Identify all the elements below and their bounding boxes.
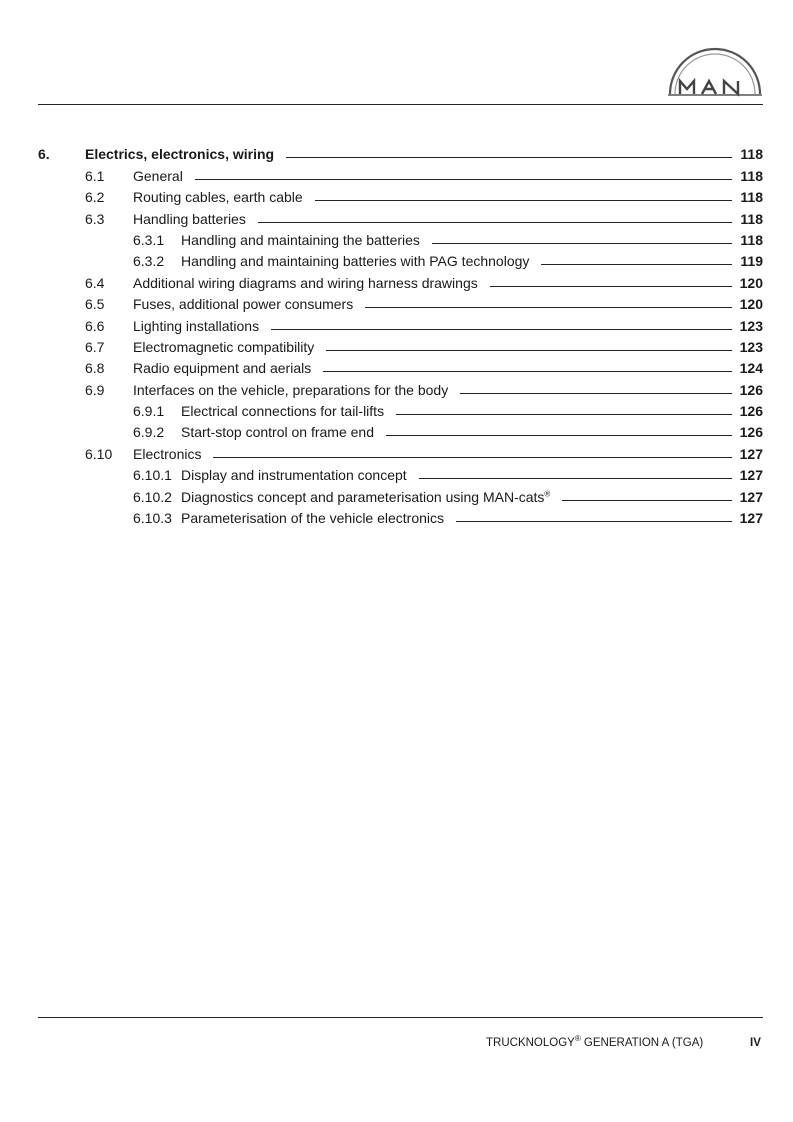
- toc-entry-page: 124: [736, 360, 763, 376]
- toc-entry[interactable]: [38, 376, 763, 397]
- toc-entry-title: Lighting installations: [133, 318, 265, 334]
- toc-entry[interactable]: [38, 291, 763, 312]
- toc-entry[interactable]: [38, 483, 763, 504]
- toc-leader-line: [562, 500, 732, 501]
- toc-entry[interactable]: [38, 505, 763, 526]
- toc-entry-title: Radio equipment and aerials: [133, 360, 317, 376]
- toc-leader-line: [460, 393, 732, 394]
- toc-leader-line: [195, 179, 732, 180]
- footer-rule: [38, 1017, 763, 1018]
- toc-entry-number: 6.1: [85, 167, 105, 184]
- registered-mark: ®: [544, 488, 551, 498]
- toc-entry-page: 123: [736, 339, 763, 355]
- toc-entry-page: 126: [736, 382, 763, 398]
- toc-entry-title: Diagnostics concept and parameterisation using MAN-cats®: [181, 489, 556, 505]
- toc-leader-line: [365, 307, 732, 308]
- toc-entry[interactable]: [38, 162, 763, 183]
- toc-entry-number: 6.8: [85, 360, 105, 377]
- toc-entry-title: Electrical connections for tail-lifts: [181, 403, 390, 419]
- toc-leader-line: [541, 264, 732, 265]
- toc-entry-title: Routing cables, earth cable: [133, 189, 309, 205]
- toc-entry-number: 6.3.2: [133, 253, 165, 270]
- toc-entry-number: 6.6: [85, 317, 105, 334]
- toc-entry-number: 6.4: [85, 274, 105, 291]
- toc-entry-number: 6.5: [85, 296, 105, 313]
- toc-entry[interactable]: [38, 248, 763, 269]
- toc-entry-number: 6.7: [85, 338, 105, 355]
- table-of-contents: [38, 141, 763, 526]
- toc-entry-page: 126: [736, 403, 763, 419]
- toc-entry-title: Start-stop control on frame end: [181, 424, 380, 440]
- toc-entry-number: 6.: [38, 146, 50, 163]
- toc-entry-page: 127: [736, 510, 763, 526]
- toc-entry-title: Handling and maintaining the batteries: [181, 232, 426, 248]
- toc-leader-line: [315, 200, 732, 201]
- toc-entry-page: 126: [736, 424, 763, 440]
- toc-leader-line: [386, 435, 732, 436]
- toc-entry-title: Electromagnetic compatibility: [133, 339, 320, 355]
- toc-entry-page: 118: [736, 189, 763, 205]
- toc-entry[interactable]: [38, 227, 763, 248]
- toc-entry-number: 6.3.1: [133, 231, 165, 248]
- toc-entry-number: 6.10.2: [133, 488, 172, 505]
- toc-entry-number: 6.10.3: [133, 510, 172, 527]
- toc-leader-line: [456, 521, 732, 522]
- toc-entry-page: 118: [736, 168, 763, 184]
- toc-entry-page: 127: [736, 467, 763, 483]
- toc-entry-number: 6.9: [85, 381, 105, 398]
- toc-entry-page: 127: [736, 446, 763, 462]
- toc-entry-number: 6.2: [85, 189, 105, 206]
- toc-entry-title: Additional wiring diagrams and wiring harness drawings: [133, 275, 484, 291]
- toc-entry-title: Electronics: [133, 446, 207, 462]
- toc-leader-line: [213, 457, 732, 458]
- man-logo: [666, 44, 764, 98]
- toc-entry-page: 120: [736, 275, 763, 291]
- footer-document-title: TRUCKNOLOGY® GENERATION A (TGA): [486, 1034, 704, 1049]
- toc-entry-page: 118: [736, 232, 763, 248]
- toc-entry-number: 6.9.1: [133, 403, 165, 420]
- toc-entry-page: 119: [736, 253, 763, 269]
- toc-entry[interactable]: [38, 141, 763, 162]
- toc-leader-line: [419, 478, 732, 479]
- toc-entry[interactable]: [38, 334, 763, 355]
- toc-entry-page: 127: [736, 489, 763, 505]
- toc-entry-title: Handling and maintaining batteries with PAG technology: [181, 253, 535, 269]
- toc-entry-title: Handling batteries: [133, 211, 252, 227]
- toc-entry-title: Interfaces on the vehicle, preparations for the body: [133, 382, 454, 398]
- toc-entry-title: Display and instrumentation concept: [181, 467, 413, 483]
- toc-leader-line: [326, 350, 732, 351]
- toc-entry-number: 6.9.2: [133, 424, 165, 441]
- toc-entry[interactable]: [38, 184, 763, 205]
- toc-entry-page: 118: [736, 211, 763, 227]
- toc-entry-title: Electrics, electronics, wiring: [85, 146, 280, 162]
- toc-entry-page: 118: [736, 146, 763, 162]
- toc-leader-line: [258, 222, 732, 223]
- toc-entry[interactable]: [38, 462, 763, 483]
- toc-entry[interactable]: [38, 419, 763, 440]
- toc-entry-page: 123: [736, 318, 763, 334]
- toc-leader-line: [286, 157, 732, 158]
- toc-entry-number: 6.10.1: [133, 467, 172, 484]
- toc-leader-line: [432, 243, 732, 244]
- toc-leader-line: [271, 329, 732, 330]
- toc-entry[interactable]: [38, 312, 763, 333]
- toc-leader-line: [323, 371, 732, 372]
- toc-entry[interactable]: [38, 440, 763, 461]
- toc-entry-title: Fuses, additional power consumers: [133, 296, 359, 312]
- toc-leader-line: [490, 286, 732, 287]
- toc-entry[interactable]: [38, 205, 763, 226]
- toc-leader-line: [396, 414, 732, 415]
- toc-entry[interactable]: [38, 398, 763, 419]
- toc-entry-title: General: [133, 168, 189, 184]
- toc-entry-number: 6.3: [85, 210, 105, 227]
- toc-entry[interactable]: [38, 355, 763, 376]
- footer-page-number: IV: [750, 1037, 761, 1049]
- toc-entry-title: Parameterisation of the vehicle electronics: [181, 510, 450, 526]
- toc-entry[interactable]: [38, 269, 763, 290]
- toc-entry-page: 120: [736, 296, 763, 312]
- header-rule: [38, 104, 763, 105]
- toc-entry-number: 6.10: [85, 445, 113, 462]
